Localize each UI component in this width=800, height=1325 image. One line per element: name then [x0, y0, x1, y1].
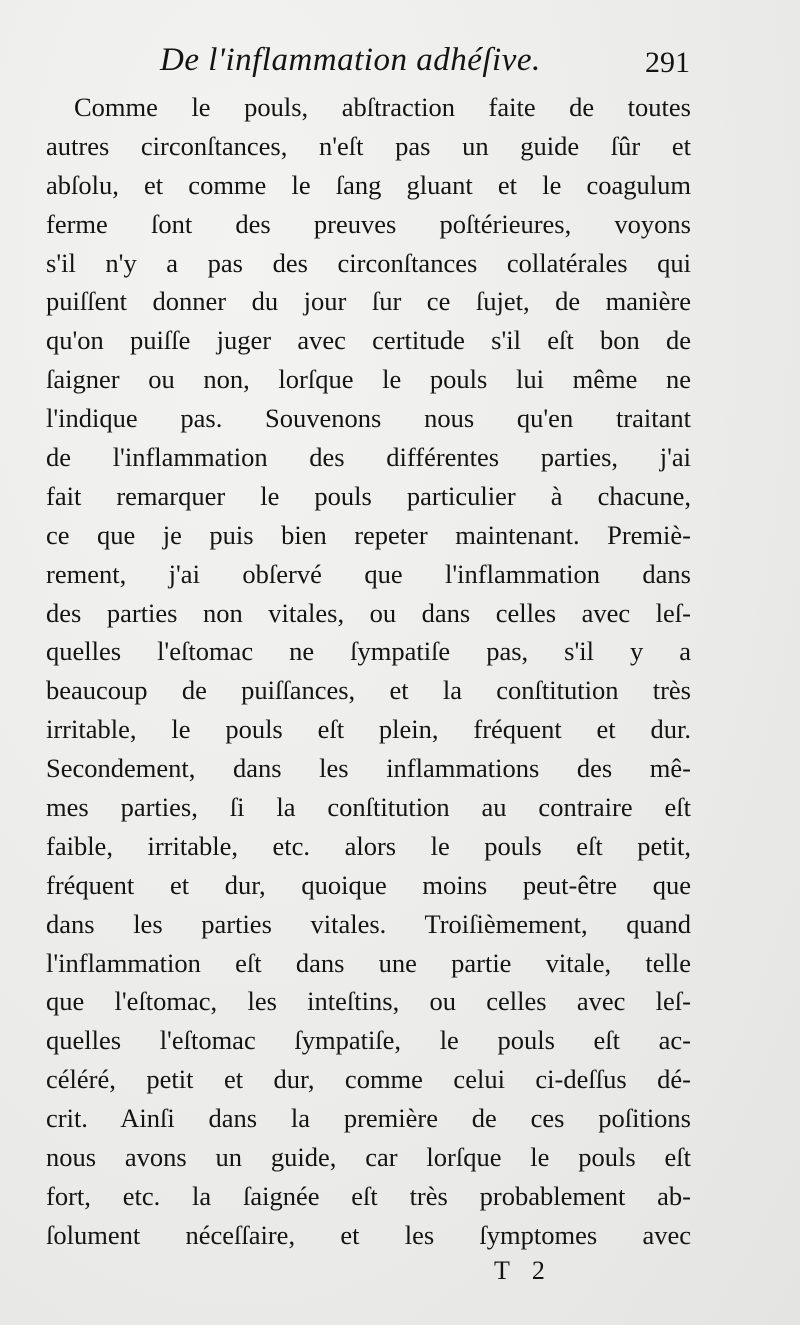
text-line: que l'eſtomac, les inteſtins, ou celles avec leſ-: [46, 986, 691, 1017]
text-line: puiſſent donner du jour ſur ce ſujet, de manière: [46, 286, 691, 317]
text-line: fait remarquer le pouls particulier à chacune,: [46, 480, 691, 511]
running-title: De l'inflammation adhéſive.: [160, 42, 541, 78]
text-line: rement, j'ai obſervé que l'inflammation dans: [46, 558, 691, 589]
signature-mark: T 2: [494, 1256, 553, 1285]
text-line: quelles l'eſtomac ne ſympatiſe pas, s'il y a: [46, 636, 691, 667]
text-line: abſolu, et comme le ſang gluant et le coagulum: [46, 169, 691, 200]
text-line: crit. Ainſi dans la première de ces poſitions: [46, 1103, 691, 1134]
text-line: beaucoup de puiſſances, et la conſtitution très: [46, 675, 691, 706]
text-line: quelles l'eſtomac ſympatiſe, le pouls eſt ac-: [46, 1025, 691, 1056]
text-line: ce que je puis bien repeter maintenant. Premiè-: [46, 519, 691, 550]
text-line: mes parties, ſi la conſtitution au contraire eſt: [46, 792, 691, 823]
text-line: ſolument néceſſaire, et les ſymptomes avec: [46, 1219, 691, 1250]
text-line: irritable, le pouls eſt plein, fréquent et dur.: [46, 714, 691, 745]
text-line: ſaigner ou non, lorſque le pouls lui même ne: [46, 364, 691, 395]
body-text: [46, 88, 691, 1255]
text-line: fort, etc. la ſaignée eſt très probablement ab-: [46, 1180, 691, 1211]
text-line: Comme le pouls, abſtraction faite de toutes: [74, 92, 691, 122]
text-line: l'inflammation eſt dans une partie vitale, telle: [46, 947, 691, 978]
text-line: qu'on puiſſe juger avec certitude s'il eſt bon de: [46, 325, 691, 356]
text-line: Secondement, dans les inflammations des mê-: [46, 753, 691, 784]
text-line: fréquent et dur, quoique moins peut-être que: [46, 869, 691, 900]
text-line: s'il n'y a pas des circonſtances collatérales qui: [46, 247, 691, 278]
text-line: dans les parties vitales. Troiſièmement, quand: [46, 908, 691, 939]
page-header: [160, 42, 690, 86]
text-line: l'indique pas. Souvenons nous qu'en traitant: [46, 403, 691, 434]
text-line: de l'inflammation des différentes parties, j'ai: [46, 442, 691, 473]
text-line: nous avons un guide, car lorſque le pouls eſt: [46, 1142, 691, 1173]
text-line: des parties non vitales, ou dans celles avec leſ-: [46, 597, 691, 628]
text-line: faible, irritable, etc. alors le pouls eſt petit,: [46, 830, 691, 861]
text-line: céléré, petit et dur, comme celui ci-deſſus dé-: [46, 1064, 691, 1095]
text-line: autres circonſtances, n'eſt pas un guide ſûr et: [46, 130, 691, 161]
text-line: ferme ſont des preuves poſtérieures, voyons: [46, 208, 691, 239]
page-number: 291: [645, 46, 690, 79]
